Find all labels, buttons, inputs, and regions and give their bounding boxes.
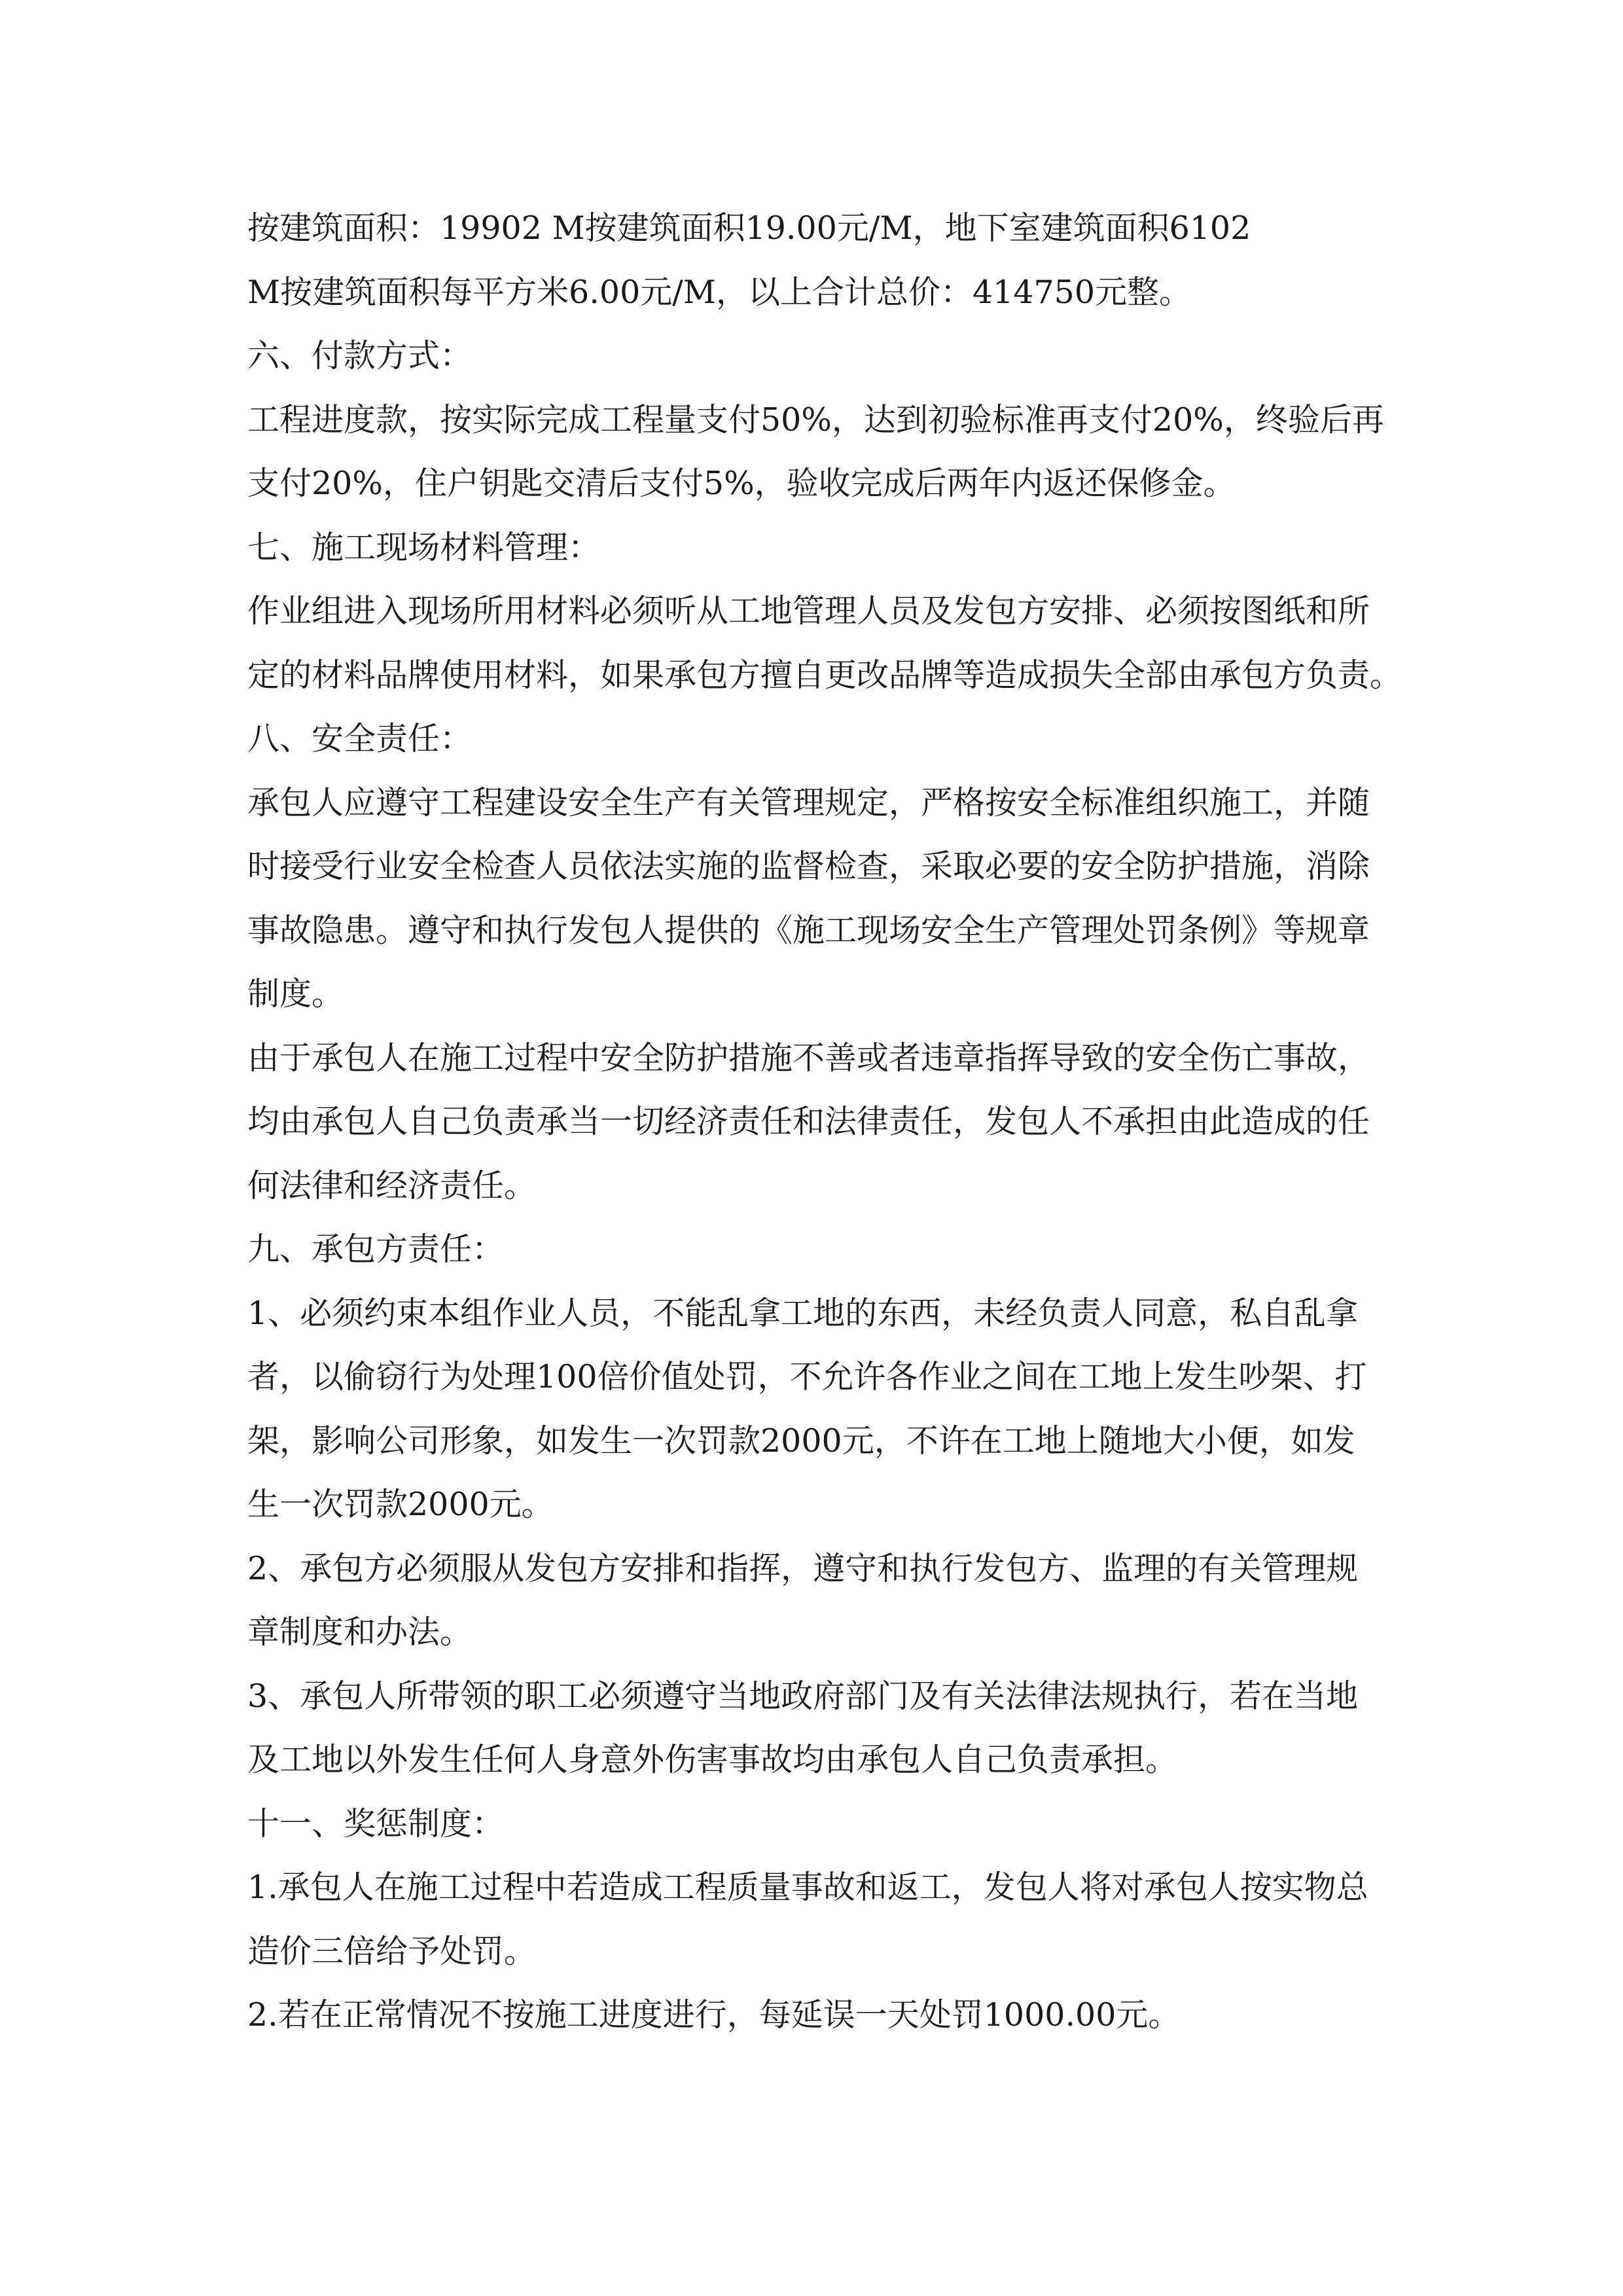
text-line: 按建筑面积：19902 M按建筑面积19.00元/M，地下室建筑面积6102 bbox=[247, 209, 1251, 247]
text-line: 时接受行业安全检查人员依法实施的监督检查，采取必要的安全防护措施，消除 bbox=[247, 848, 1370, 885]
section-heading: 九、承包方责任： bbox=[247, 1230, 505, 1268]
text-line: 1.承包人在施工过程中若造成工程质量事故和返工，发包人将对承包人按实物总 bbox=[247, 1869, 1368, 1906]
text-line: 工程进度款，按实际完成工程量支付50%，达到初验标准再支付20%，终验后再 bbox=[247, 401, 1384, 439]
text-line: 1、必须约束本组作业人员，不能乱拿工地的东西，未经负责人同意，私自乱拿 bbox=[247, 1294, 1359, 1332]
text-line: 何法律和经济责任。 bbox=[247, 1166, 537, 1204]
text-line: M按建筑面积每平方米6.00元/M，以上合计总价：414750元整。 bbox=[247, 273, 1192, 311]
document-body bbox=[247, 196, 1402, 2047]
text-line: 承包人应遵守工程建设安全生产有关管理规定，严格按安全标准组织施工，并随 bbox=[247, 783, 1370, 821]
section-heading: 十一、奖惩制度： bbox=[247, 1804, 505, 1842]
text-line: 均由承包人自己负责承当一切经济责任和法律责任，发包人不承担由此造成的任 bbox=[247, 1103, 1370, 1140]
text-line: 及工地以外发生任何人身意外伤害事故均由承包人自己负责承担。 bbox=[247, 1741, 1178, 1778]
text-line: 者，以偷窃行为处理100倍价值处罚，不允许各作业之间在工地上发生吵架、打 bbox=[247, 1358, 1367, 1395]
text-line: 事故隐患。遵守和执行发包人提供的《施工现场安全生产管理处罚条例》等规章 bbox=[247, 911, 1370, 949]
text-line: 3、承包人所带领的职工必须遵守当地政府部门及有关法律法规执行，若在当地 bbox=[247, 1677, 1359, 1715]
text-line: 2、承包方必须服从发包方安排和指挥，遵守和执行发包方、监理的有关管理规 bbox=[247, 1549, 1359, 1587]
text-line: 生一次罚款2000元。 bbox=[247, 1486, 554, 1523]
section-heading: 六、付款方式： bbox=[247, 337, 473, 374]
text-line: 制度。 bbox=[247, 975, 344, 1013]
section-heading: 八、安全责任： bbox=[247, 720, 473, 757]
text-line: 章制度和办法。 bbox=[247, 1613, 473, 1651]
text-line: 2.若在正常情况不按施工进度进行，每延误一天处罚1000.00元。 bbox=[247, 1996, 1181, 2034]
text-line: 支付20%，住户钥匙交清后支付5%，验收完成后两年内返还保修金。 bbox=[247, 465, 1236, 502]
text-line: 架，影响公司形象，如发生一次罚款2000元，不许在工地上随地大小便，如发 bbox=[247, 1422, 1355, 1460]
text-line: 定的材料品牌使用材料，如果承包方擅自更改品牌等造成损失全部由承包方负责。 bbox=[247, 656, 1402, 694]
text-line: 作业组进入现场所用材料必须听从工地管理人员及发包方安排、必须按图纸和所 bbox=[247, 592, 1370, 630]
text-line: 由于承包人在施工过程中安全防护措施不善或者违章指挥导致的安全伤亡事故， bbox=[247, 1039, 1370, 1077]
text-line: 造价三倍给予处罚。 bbox=[247, 1932, 537, 1970]
section-heading: 七、施工现场材料管理： bbox=[247, 528, 601, 566]
